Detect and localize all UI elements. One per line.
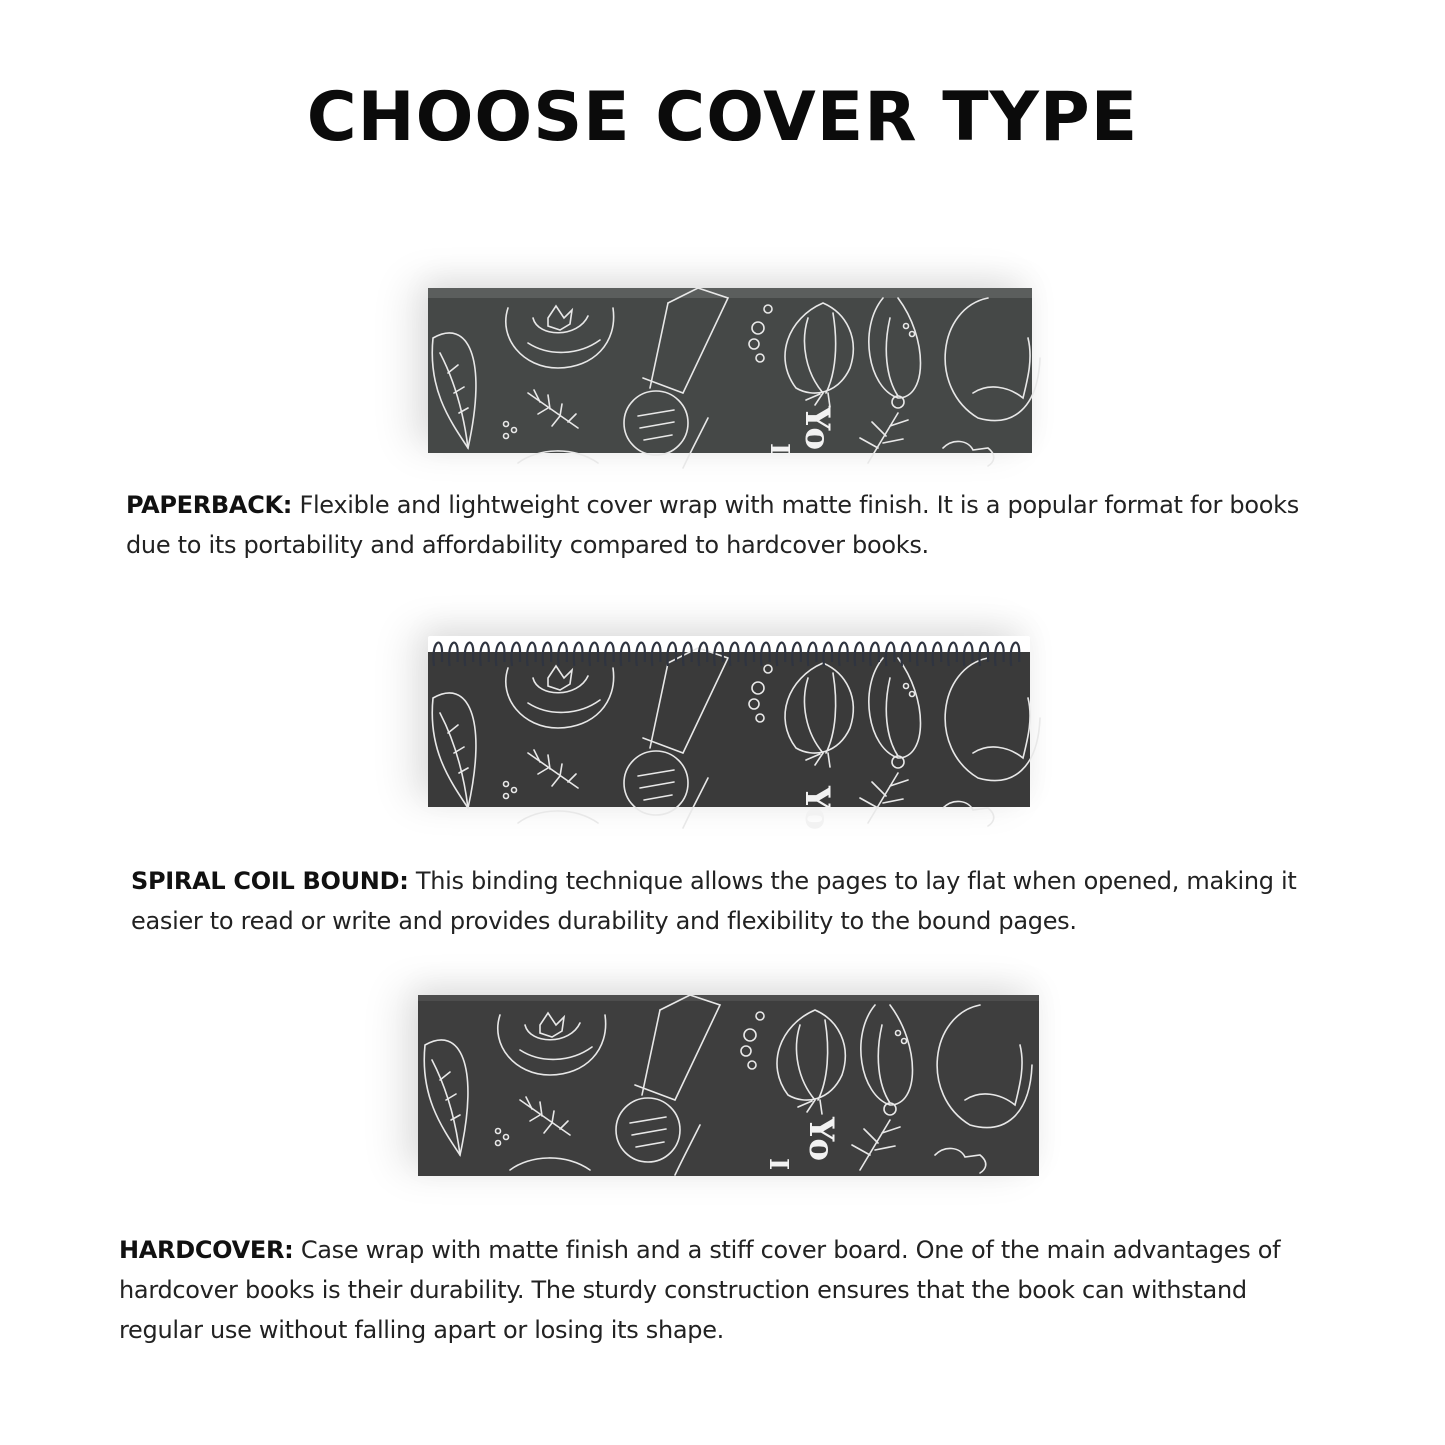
- svg-text:Yo: Yo: [801, 1117, 841, 1161]
- hardcover-term: HARDCOVER:: [119, 1236, 294, 1264]
- spiral-cover-image: [428, 636, 1030, 830]
- hardcover-text: Case wrap with matte finish and a stiff cover board. One of the main advantages of hardcover books is their durability. The sturdy construction ensures that the book can withstand regular use without falling apart or losing its shape.: [119, 1236, 1281, 1344]
- spiral-term: SPIRAL COIL BOUND:: [131, 867, 409, 895]
- svg-text:I: I: [763, 1158, 793, 1171]
- page-title: CHOOSE COVER TYPE: [306, 78, 1139, 157]
- paperback-term: PAPERBACK:: [126, 491, 293, 519]
- paperback-description: [126, 485, 1306, 565]
- paperback-text: Flexible and lightweight cover wrap with matte finish. It is a popular format for books due to its portability and affordability compared to hardcover books.: [126, 491, 1299, 559]
- svg-text:Yo: Yo: [797, 786, 837, 830]
- svg-text:I: I: [764, 443, 794, 456]
- hardcover-description: [119, 1230, 1309, 1350]
- spiral-text: This binding technique allows the pages to lay flat when opened, making it easier to read or write and provides durability and flexibility to the bound pages.: [131, 867, 1297, 935]
- hardcover-cover-image: [418, 995, 1039, 1176]
- paperback-cover-image: [428, 288, 1032, 456]
- spiral-description: [131, 861, 1311, 941]
- cover-title-fragment: Yo: [797, 406, 837, 450]
